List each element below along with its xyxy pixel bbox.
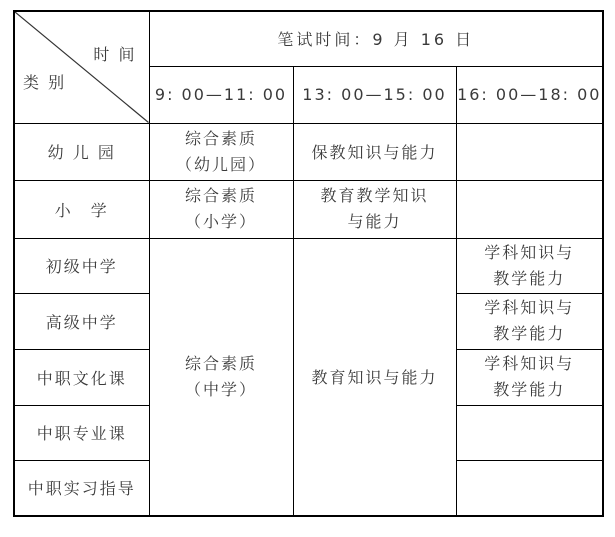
exam-schedule-table	[13, 10, 604, 517]
subject-line: 与能力	[347, 212, 402, 231]
cell-category-vocational-internship: 中职实习指导	[14, 460, 149, 516]
time-slot-2-header: 13: 00—15: 00	[293, 66, 456, 123]
cell-primary-subject-slot1	[149, 180, 293, 238]
subject-line: （小学）	[184, 212, 257, 231]
subject-line: 学科知识与	[484, 354, 575, 373]
subject-line: 教育教学知识	[320, 186, 429, 205]
cell-category-junior-middle: 初级中学	[14, 238, 149, 293]
subject-line: 综合素质	[184, 128, 257, 148]
cell-category-vocational-major: 中职专业课	[14, 405, 149, 460]
cell-merged-subject-slot2: 教育知识与能力	[293, 238, 456, 516]
exam-timetable-page	[0, 10, 615, 537]
cell-vocational-culture-subject-slot3	[456, 349, 603, 405]
cell-kindergarten-subject-slot1	[149, 123, 293, 180]
cell-merged-subject-slot1	[149, 238, 293, 516]
cell-vocational-major-slot3-empty	[456, 405, 603, 460]
subject-line: 教学能力	[493, 380, 566, 399]
subject-line: 综合素质	[184, 186, 257, 205]
cell-primary-subject-slot2	[293, 180, 456, 238]
exam-date-header: 笔试时间：9 月 16 日	[149, 11, 603, 66]
category-axis-label: 类 别	[23, 73, 67, 92]
subject-line: 教学能力	[493, 324, 566, 343]
cell-vocational-internship-slot3-empty	[456, 460, 603, 516]
cell-senior-middle-subject-slot3	[456, 293, 603, 349]
cell-primary-slot3-empty	[456, 180, 603, 238]
cell-category-senior-middle: 高级中学	[14, 293, 149, 349]
time-slot-1-header: 9: 00—11: 00	[149, 66, 293, 123]
subject-line: 教学能力	[493, 268, 566, 288]
cell-kindergarten-subject-slot2: 保教知识与能力	[293, 123, 456, 180]
time-slot-3-header: 16: 00—18: 00	[456, 66, 603, 123]
cell-category-vocational-culture: 中职文化课	[14, 349, 149, 405]
cell-category-primary: 小 学	[14, 180, 149, 238]
subject-line: （中学）	[184, 379, 257, 399]
cell-category-kindergarten: 幼 儿 园	[14, 123, 149, 180]
subject-line: （幼儿园）	[175, 154, 266, 174]
cell-junior-middle-subject-slot3	[456, 238, 603, 293]
subject-line: 学科知识与	[484, 242, 575, 262]
diagonal-divider-line	[15, 12, 149, 123]
cell-kindergarten-slot3-empty	[456, 123, 603, 180]
subject-line: 综合素质	[184, 353, 257, 373]
corner-header-cell	[14, 11, 149, 123]
time-axis-label: 时 间	[93, 45, 137, 64]
subject-line: 学科知识与	[484, 298, 575, 317]
